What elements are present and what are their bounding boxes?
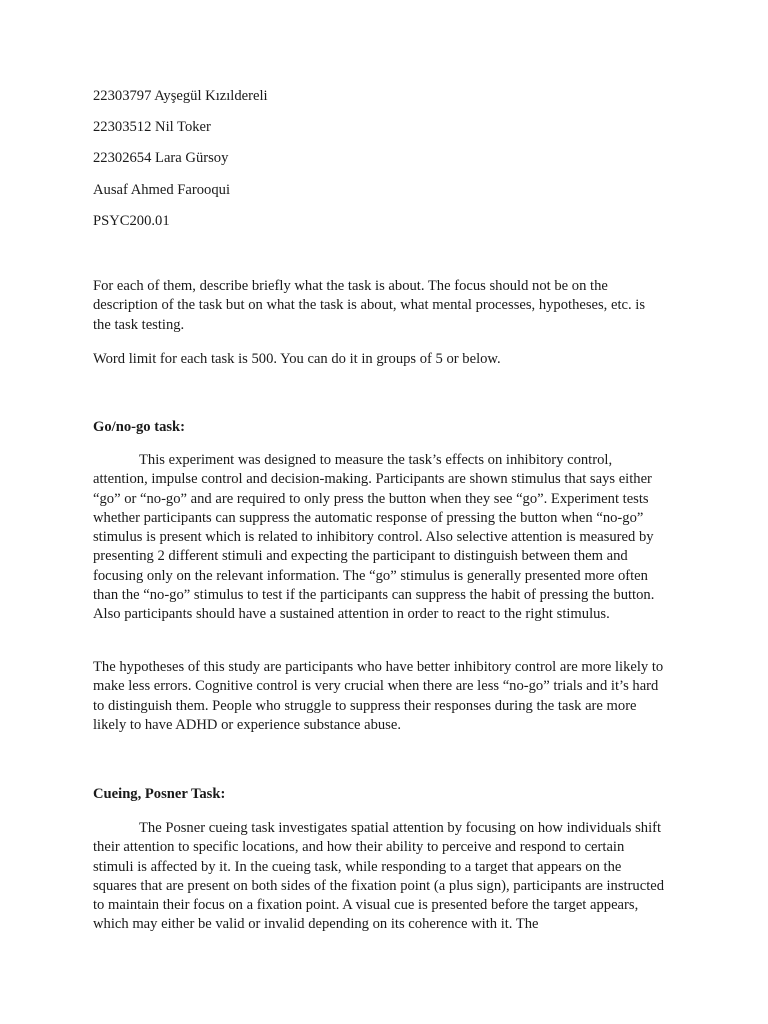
student-line-2: 22303512 Nil Toker <box>93 119 211 135</box>
gonogo-paragraph-2: The hypotheses of this study are participants who have better inhibitory control are more likely to make less errors. Cognitive control is very crucial when there are less “no-go” trials and it’s hard to distinguish them. People who struggle to suppress their responses during the task are more likely to have ADHD or experience substance abuse. <box>93 659 664 733</box>
student-line-4: Ausaf Ahmed Farooqui <box>93 182 231 198</box>
gonogo-heading: Go/no-go task: <box>93 419 186 435</box>
posner-heading: Cueing, Posner Task: <box>93 786 226 802</box>
posner-paragraph-1: The Posner cueing task investigates spatial attention by focusing on how individuals shift their attention to specific locations, and how their ability to perceive and respond to certain stimuli is affected by it. In the cueing task, while responding to a target that appears on the squares that are present on both sides of the fixation point (a plus sign), participants are instructed to maintain their focus on a fixation point. A visual cue is presented before the target appears, which may either be valid or invalid depending on its coherence with it. The <box>93 820 665 933</box>
gonogo-paragraph-1: This experiment was designed to measure the task’s effects on inhibitory control, attention, impulse control and decision-making. Participants are shown stimulus that says either “go” or “no-go” and are required to only press the button when they see “go”. Experiment tests whether participants can suppress the automatic response of pressing the button when “no-go” stimulus is present which is related to inhibitory control. Also selective attention is measured by presenting 2 different stimuli and expecting the participant to distinguish between them and focusing only on the relevant information. The “go” stimulus is generally presented more often than the “no-go” stimulus to test if the participants can suppress the habit of pressing the button. Also participants should have a sustained attention in order to react to the right stimulus. <box>93 452 655 623</box>
instructions-paragraph: For each of them, describe briefly what the task is about. The focus should not be on the description of the task but on what the task is about, what mental processes, hypotheses, etc. is the task testing. <box>93 278 646 333</box>
student-line-3: 22302654 Lara Gürsoy <box>93 150 229 166</box>
course-code: PSYC200.01 <box>93 213 170 229</box>
word-limit-paragraph: Word limit for each task is 500. You can do it in groups of 5 or below. <box>93 351 501 367</box>
student-line-1: 22303797 Ayşegül Kızıldereli <box>93 88 268 104</box>
